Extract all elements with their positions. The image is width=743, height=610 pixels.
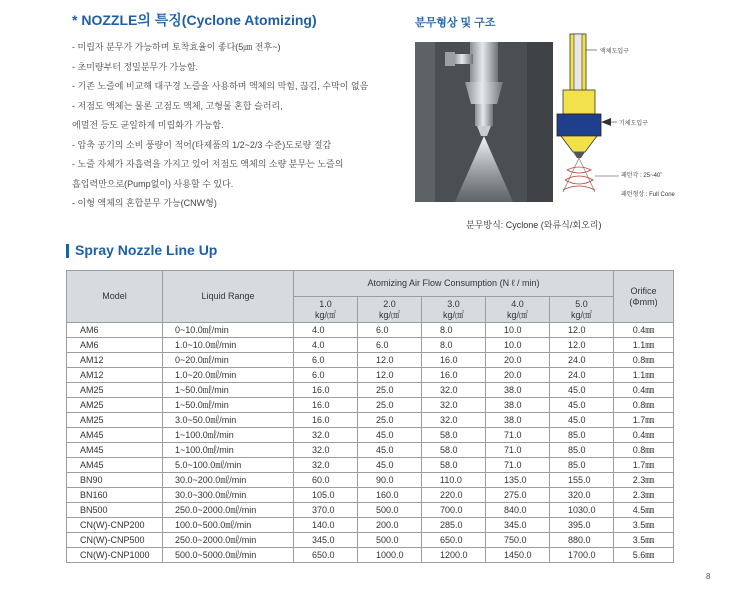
feature-item: - 저점도 액체는 물론 고점도 액체, 고형물 혼합 슬러리, bbox=[72, 100, 283, 111]
air-flow-cell: 24.0 bbox=[550, 368, 614, 383]
air-flow-cell: 12.0 bbox=[358, 353, 422, 368]
liquid-range-cell: 0~10.0㎖/min bbox=[163, 323, 294, 338]
table-row bbox=[67, 548, 674, 563]
table-row bbox=[67, 323, 674, 338]
air-flow-cell: 16.0 bbox=[422, 353, 486, 368]
air-flow-cell: 1700.0 bbox=[550, 548, 614, 563]
air-flow-cell: 200.0 bbox=[358, 518, 422, 533]
pressure-unit: kg/㎠ bbox=[314, 309, 336, 320]
orifice-label: Orifice bbox=[630, 285, 657, 296]
orifice-cell: 0.8㎜ bbox=[614, 398, 674, 413]
air-flow-cell: 20.0 bbox=[486, 353, 550, 368]
air-flow-cell: 20.0 bbox=[486, 368, 550, 383]
liquid-range-cell: 0~20.0㎖/min bbox=[163, 353, 294, 368]
gas-inlet-label: 기체도입구 bbox=[619, 121, 648, 127]
liquid-range-cell: 1~100.0㎖/min bbox=[163, 443, 294, 458]
model-cell: AM45 bbox=[67, 443, 163, 458]
features-title: * NOZZLE의 특징(Cyclone Atomizing) bbox=[72, 12, 317, 28]
orifice-cell: 4.5㎜ bbox=[614, 503, 674, 518]
air-flow-cell: 38.0 bbox=[486, 383, 550, 398]
air-flow-cell: 16.0 bbox=[294, 413, 358, 428]
air-flow-cell: 650.0 bbox=[422, 533, 486, 548]
air-flow-cell: 71.0 bbox=[486, 443, 550, 458]
table-row bbox=[67, 443, 674, 458]
table-row bbox=[67, 458, 674, 473]
model-cell: AM25 bbox=[67, 413, 163, 428]
air-flow-cell: 25.0 bbox=[358, 398, 422, 413]
air-flow-cell: 16.0 bbox=[294, 383, 358, 398]
feature-item: - 노즐 자체가 자흡력을 가지고 있어 저점도 액체의 소량 분무는 노즐의 bbox=[72, 159, 344, 169]
orifice-cell: 1.7㎜ bbox=[614, 458, 674, 473]
air-flow-cell: 1030.0 bbox=[550, 503, 614, 518]
pressure-unit: kg/㎠ bbox=[378, 309, 400, 320]
orifice-cell: 3.5㎜ bbox=[614, 533, 674, 548]
air-flow-cell: 155.0 bbox=[550, 473, 614, 488]
liquid-inlet-label: 액체도입구 bbox=[600, 49, 629, 55]
pressure-unit: kg/㎠ bbox=[506, 309, 528, 320]
liquid-range-cell: 5.0~100.0㎖/min bbox=[163, 458, 294, 473]
orifice-cell: 1.1㎜ bbox=[614, 338, 674, 353]
orifice-cell: 0.4㎜ bbox=[614, 383, 674, 398]
air-flow-cell: 700.0 bbox=[422, 503, 486, 518]
spray-angle-label: 패턴각 : 25~40˚ bbox=[621, 173, 663, 179]
liquid-range-cell: 3.0~50.0㎖/min bbox=[163, 413, 294, 428]
table-row bbox=[67, 413, 674, 428]
air-flow-cell: 105.0 bbox=[294, 488, 358, 503]
liquid-range-cell: 100.0~500.0㎖/min bbox=[163, 518, 294, 533]
air-flow-cell: 8.0 bbox=[422, 338, 486, 353]
air-flow-cell: 58.0 bbox=[422, 428, 486, 443]
page-number: 8 bbox=[706, 572, 711, 581]
air-flow-cell: 220.0 bbox=[422, 488, 486, 503]
air-flow-cell: 32.0 bbox=[294, 458, 358, 473]
pressure-value: 3.0 bbox=[447, 298, 460, 309]
model-cell: AM12 bbox=[67, 368, 163, 383]
air-flow-cell: 500.0 bbox=[358, 503, 422, 518]
pressure-value: 4.0 bbox=[511, 298, 524, 309]
air-flow-cell: 12.0 bbox=[550, 323, 614, 338]
air-flow-cell: 32.0 bbox=[422, 383, 486, 398]
air-flow-cell: 110.0 bbox=[422, 473, 486, 488]
air-flow-cell: 8.0 bbox=[422, 323, 486, 338]
feature-item: - 기존 노즐에 비교해 대구경 노즐을 사용하며 액체의 막힘, 끊김, 수막이 없음 bbox=[72, 81, 369, 91]
air-flow-cell: 750.0 bbox=[486, 533, 550, 548]
liquid-range-cell: 30.0~200.0㎖/min bbox=[163, 473, 294, 488]
table-row bbox=[67, 428, 674, 443]
spray-method-caption: 분무방식: Cyclone (와류식/회오리) bbox=[466, 220, 602, 230]
air-flow-cell: 16.0 bbox=[294, 398, 358, 413]
liquid-range-cell: 1.0~20.0㎖/min bbox=[163, 368, 294, 383]
liquid-range-cell: 250.0~2000.0㎖/min bbox=[163, 533, 294, 548]
orifice-cell: 2.3㎜ bbox=[614, 488, 674, 503]
table-row bbox=[67, 353, 674, 368]
air-flow-cell: 45.0 bbox=[358, 443, 422, 458]
orifice-cell: 3.5㎜ bbox=[614, 518, 674, 533]
air-flow-cell: 12.0 bbox=[358, 368, 422, 383]
air-flow-cell: 85.0 bbox=[550, 458, 614, 473]
air-flow-cell: 345.0 bbox=[294, 533, 358, 548]
air-flow-cell: 32.0 bbox=[422, 413, 486, 428]
air-flow-cell: 10.0 bbox=[486, 323, 550, 338]
air-flow-cell: 25.0 bbox=[358, 413, 422, 428]
air-flow-cell: 60.0 bbox=[294, 473, 358, 488]
air-flow-cell: 4.0 bbox=[294, 338, 358, 353]
air-flow-cell: 6.0 bbox=[358, 323, 422, 338]
air-flow-cell: 285.0 bbox=[422, 518, 486, 533]
header-pressure bbox=[294, 297, 358, 323]
model-cell: AM25 bbox=[67, 383, 163, 398]
air-flow-cell: 58.0 bbox=[422, 458, 486, 473]
model-cell: CN(W)-CNP200 bbox=[67, 518, 163, 533]
orifice-cell: 2.3㎜ bbox=[614, 473, 674, 488]
air-flow-cell: 38.0 bbox=[486, 413, 550, 428]
model-cell: BN500 bbox=[67, 503, 163, 518]
model-cell: CN(W)-CNP500 bbox=[67, 533, 163, 548]
air-flow-cell: 25.0 bbox=[358, 383, 422, 398]
air-flow-cell: 71.0 bbox=[486, 428, 550, 443]
spray-pattern-label: 패턴형상 : Full Cone bbox=[621, 192, 675, 198]
header-orifice bbox=[614, 271, 674, 323]
orifice-cell: 0.8㎜ bbox=[614, 443, 674, 458]
header-pressure bbox=[358, 297, 422, 323]
model-cell: BN160 bbox=[67, 488, 163, 503]
air-flow-cell: 275.0 bbox=[486, 488, 550, 503]
table-row bbox=[67, 338, 674, 353]
model-cell: BN90 bbox=[67, 473, 163, 488]
air-flow-cell: 6.0 bbox=[358, 338, 422, 353]
pressure-unit: kg/㎠ bbox=[442, 309, 464, 320]
orifice-cell: 5.6㎜ bbox=[614, 548, 674, 563]
orifice-cell: 1.7㎜ bbox=[614, 413, 674, 428]
table-row bbox=[67, 368, 674, 383]
model-cell: CN(W)-CNP1000 bbox=[67, 548, 163, 563]
air-flow-cell: 135.0 bbox=[486, 473, 550, 488]
header-pressure bbox=[422, 297, 486, 323]
header-liquid-range: Liquid Range bbox=[163, 271, 294, 323]
pressure-value: 1.0 bbox=[319, 298, 332, 309]
air-flow-cell: 1450.0 bbox=[486, 548, 550, 563]
header-pressure bbox=[486, 297, 550, 323]
air-flow-cell: 140.0 bbox=[294, 518, 358, 533]
header-model: Model bbox=[67, 271, 163, 323]
table-row bbox=[67, 398, 674, 413]
air-flow-cell: 32.0 bbox=[422, 398, 486, 413]
air-flow-cell: 500.0 bbox=[358, 533, 422, 548]
model-cell: AM45 bbox=[67, 428, 163, 443]
model-cell: AM6 bbox=[67, 338, 163, 353]
liquid-range-cell: 1~50.0㎖/min bbox=[163, 383, 294, 398]
table-row bbox=[67, 503, 674, 518]
air-flow-cell: 840.0 bbox=[486, 503, 550, 518]
air-flow-cell: 32.0 bbox=[294, 443, 358, 458]
features-list bbox=[72, 38, 402, 214]
nozzle-cross-section bbox=[553, 30, 693, 205]
table-row bbox=[67, 518, 674, 533]
pressure-value: 5.0 bbox=[575, 298, 588, 309]
orifice-cell: 1.1㎜ bbox=[614, 368, 674, 383]
air-flow-cell: 1200.0 bbox=[422, 548, 486, 563]
table-row bbox=[67, 533, 674, 548]
air-flow-cell: 45.0 bbox=[358, 458, 422, 473]
nozzle-lineup-table bbox=[66, 270, 674, 563]
model-cell: AM6 bbox=[67, 323, 163, 338]
liquid-range-cell: 30.0~300.0㎖/min bbox=[163, 488, 294, 503]
air-flow-cell: 45.0 bbox=[550, 398, 614, 413]
feature-item: - 이형 액체의 혼합분무 가능(CNW형) bbox=[72, 198, 217, 208]
air-flow-cell: 4.0 bbox=[294, 323, 358, 338]
air-flow-cell: 10.0 bbox=[486, 338, 550, 353]
model-cell: AM12 bbox=[67, 353, 163, 368]
air-flow-cell: 395.0 bbox=[550, 518, 614, 533]
feature-item: - 압축 공기의 소비 풍량이 적어(타제품의 1/2~2/3 수준)도로량 절감 bbox=[72, 139, 332, 150]
air-flow-cell: 58.0 bbox=[422, 443, 486, 458]
orifice-cell: 0.4㎜ bbox=[614, 428, 674, 443]
table-row bbox=[67, 473, 674, 488]
liquid-range-cell: 1.0~10.0㎖/min bbox=[163, 338, 294, 353]
air-flow-cell: 32.0 bbox=[294, 428, 358, 443]
feature-item: 에멀전 등도 균일하게 미립화가 가능함. bbox=[72, 120, 224, 130]
orifice-cell: 0.4㎜ bbox=[614, 323, 674, 338]
liquid-range-cell: 250.0~2000.0㎖/min bbox=[163, 503, 294, 518]
nozzle-photo bbox=[415, 42, 553, 202]
table-row bbox=[67, 488, 674, 503]
air-flow-cell: 1000.0 bbox=[358, 548, 422, 563]
model-cell: AM45 bbox=[67, 458, 163, 473]
air-flow-cell: 16.0 bbox=[422, 368, 486, 383]
model-cell: AM25 bbox=[67, 398, 163, 413]
air-flow-cell: 320.0 bbox=[550, 488, 614, 503]
liquid-range-cell: 1~100.0㎖/min bbox=[163, 428, 294, 443]
air-flow-cell: 45.0 bbox=[550, 383, 614, 398]
orifice-cell: 0.8㎜ bbox=[614, 353, 674, 368]
orifice-unit: (Φmm) bbox=[629, 296, 658, 307]
air-flow-cell: 160.0 bbox=[358, 488, 422, 503]
air-flow-cell: 45.0 bbox=[550, 413, 614, 428]
header-pressure bbox=[550, 297, 614, 323]
air-flow-cell: 85.0 bbox=[550, 428, 614, 443]
air-flow-cell: 650.0 bbox=[294, 548, 358, 563]
diagram-title: 분무형상 및 구조 bbox=[415, 17, 496, 29]
pressure-unit: kg/㎠ bbox=[570, 309, 592, 320]
air-flow-cell: 6.0 bbox=[294, 368, 358, 383]
air-flow-cell: 880.0 bbox=[550, 533, 614, 548]
air-flow-cell: 24.0 bbox=[550, 353, 614, 368]
air-flow-cell: 85.0 bbox=[550, 443, 614, 458]
air-flow-cell: 71.0 bbox=[486, 458, 550, 473]
air-flow-cell: 12.0 bbox=[550, 338, 614, 353]
feature-item: 흡입력만으로(Pump없이) 사용할 수 있다. bbox=[72, 178, 234, 189]
header-air-flow: Atomizing Air Flow Consumption (N ℓ / min) bbox=[294, 271, 614, 297]
air-flow-cell: 6.0 bbox=[294, 353, 358, 368]
air-flow-cell: 370.0 bbox=[294, 503, 358, 518]
feature-item: - 초미량부터 정밀분무가 가능함. bbox=[72, 61, 199, 72]
air-flow-cell: 345.0 bbox=[486, 518, 550, 533]
nozzle-photo-art bbox=[415, 42, 553, 202]
lineup-title: Spray Nozzle Line Up bbox=[66, 242, 217, 258]
feature-item: - 미립자 분무가 가능하며 토착효율이 좋다(5㎛ 전후~) bbox=[72, 42, 281, 52]
table-row bbox=[67, 383, 674, 398]
air-flow-cell: 38.0 bbox=[486, 398, 550, 413]
liquid-range-cell: 500.0~5000.0㎖/min bbox=[163, 548, 294, 563]
air-flow-cell: 45.0 bbox=[358, 428, 422, 443]
liquid-range-cell: 1~50.0㎖/min bbox=[163, 398, 294, 413]
air-flow-cell: 90.0 bbox=[358, 473, 422, 488]
pressure-value: 2.0 bbox=[383, 298, 396, 309]
